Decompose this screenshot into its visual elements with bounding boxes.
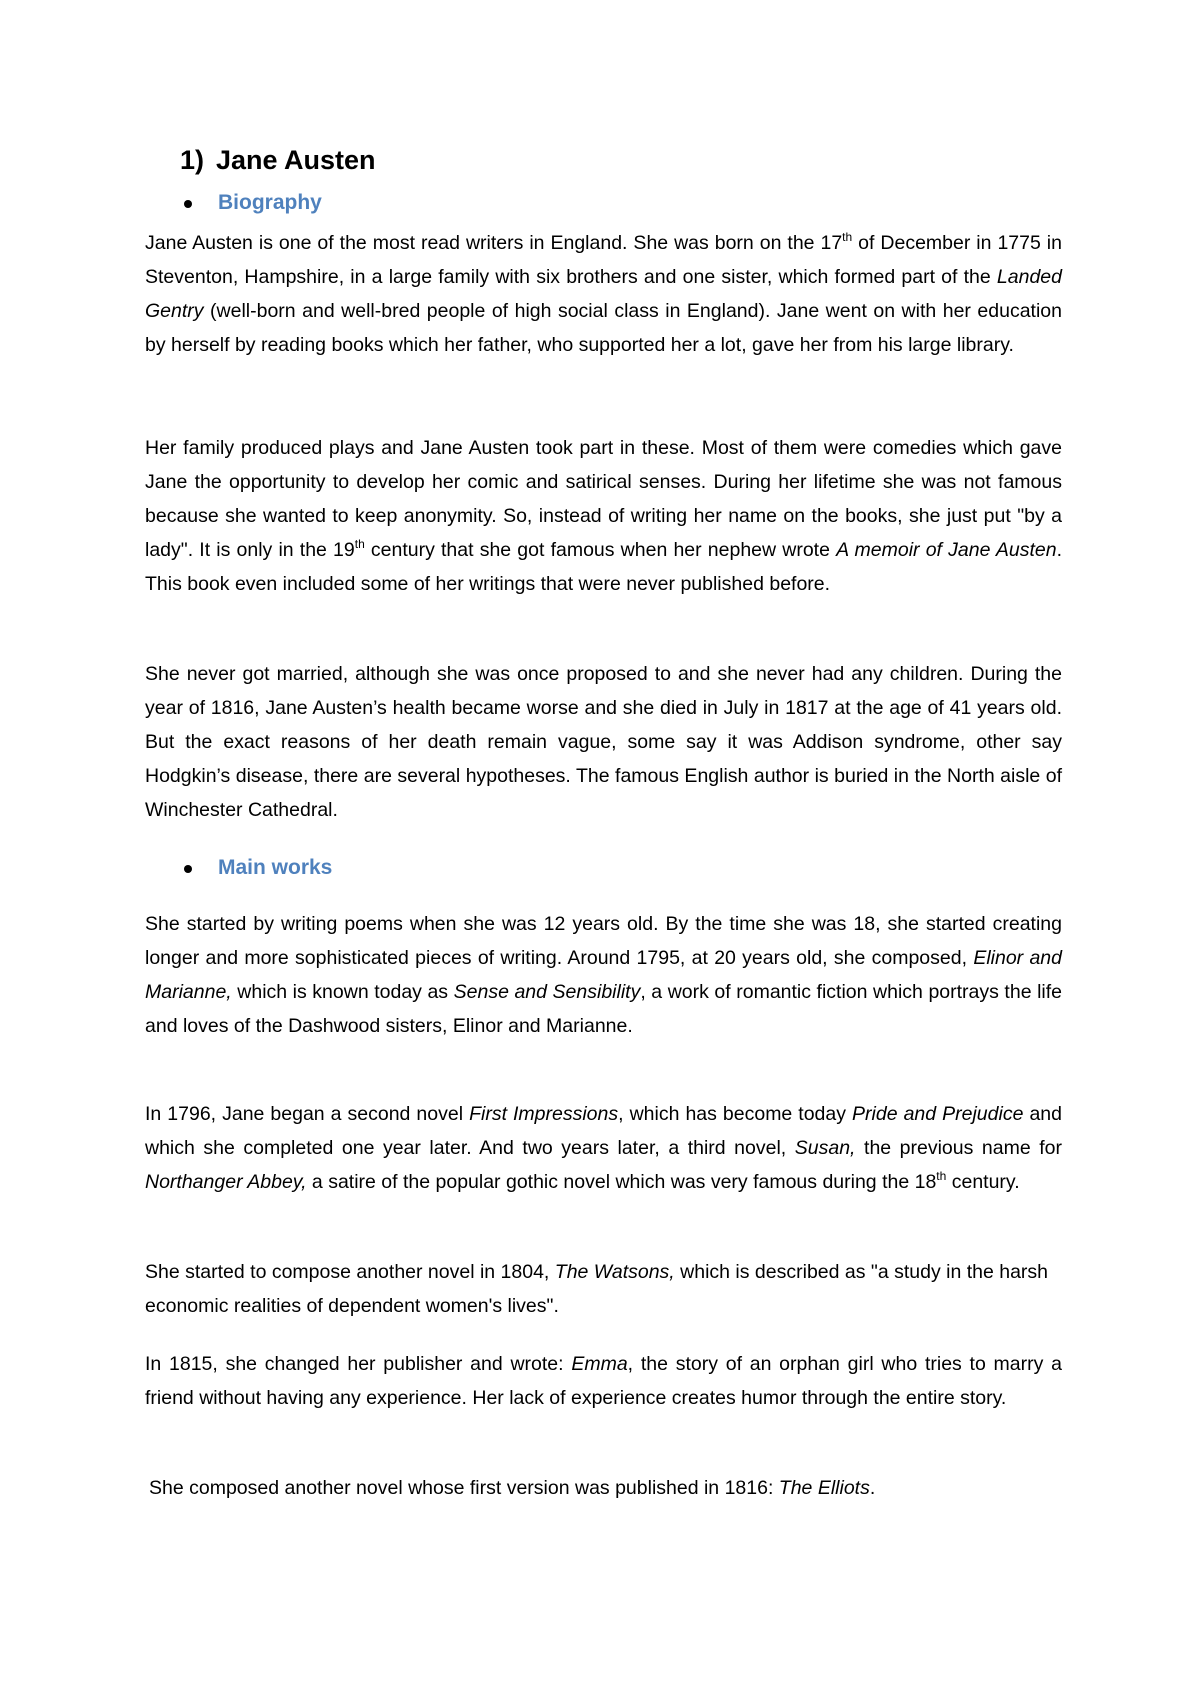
paragraph-works-5: She composed another novel whose first version was published in 1816: The Elliots. — [149, 1477, 876, 1499]
heading-number: 1) — [180, 145, 205, 175]
paragraph-works-3: She started to compose another novel in 1804, The Watsons, which is described as "a study in the harsh economic realities of dependent women's lives". — [145, 1261, 1049, 1317]
section-label: Main works — [218, 856, 333, 879]
paragraph-biography-3: She never got married, although she was once proposed to and she never had any children. During the year of 1816, Jane Austen’s health became worse and she died in July in 1817 at the age of 41 years old. But the exact reasons of her death remain vague, some say it was Addison syndrome, other say Hodgkin’s disease, there are several hypotheses. The famous English author is buried in the North aisle of Winchester Cathedral. — [145, 663, 1062, 821]
section-label: Biography — [218, 191, 322, 214]
paragraph-works-2: In 1796, Jane began a second novel First Impressions, which has become today Pride and Prejudice and which she completed one year later. And two years later, a third novel, Susan, the previous name for Northanger Abbey, a satire of the popular gothic novel which was very famous during the 18th century. — [145, 1103, 1062, 1193]
page-title — [180, 145, 376, 176]
paragraph-works-4: In 1815, she changed her publisher and wrote: Emma, the story of an orphan girl who tries to marry a friend without having any experience. Her lack of experience creates humor through the entire story. — [145, 1353, 1062, 1409]
paragraph-biography-2: Her family produced plays and Jane Austen took part in these. Most of them were comedies which gave Jane the opportunity to develop her comic and satirical senses. During her lifetime she was not famous because she wanted to keep anonymity. So, instead of writing her name on the books, she just put "by a lady". It is only in the 19th century that she got famous when her nephew wrote A memoir of Jane Austen. This book even included some of her writings that were never published before. — [145, 437, 1062, 595]
paragraph-works-1: She started by writing poems when she was 12 years old. By the time she was 18, she started creating longer and more sophisticated pieces of writing. Around 1795, at 20 years old, she composed, Elinor and Marianne, which is known today as Sense and Sensibility, a work of romantic fiction which portrays the life and loves of the Dashwood sisters, Elinor and Marianne. — [145, 913, 1063, 1037]
bullet-icon — [184, 200, 192, 208]
heading-text: Jane Austen — [216, 145, 376, 175]
bullet-icon — [184, 865, 192, 873]
paragraph-biography-1: Jane Austen is one of the most read writers in England. She was born on the 17th of December in 1775 in Steventon, Hampshire, in a large family with six brothers and one sister, which formed part of the Landed Gentry (well-born and well-bred people of high social class in England). Jane went on with her education by herself by reading books which her father, who supported her a lot, gave her from his large library. — [145, 229, 1062, 356]
